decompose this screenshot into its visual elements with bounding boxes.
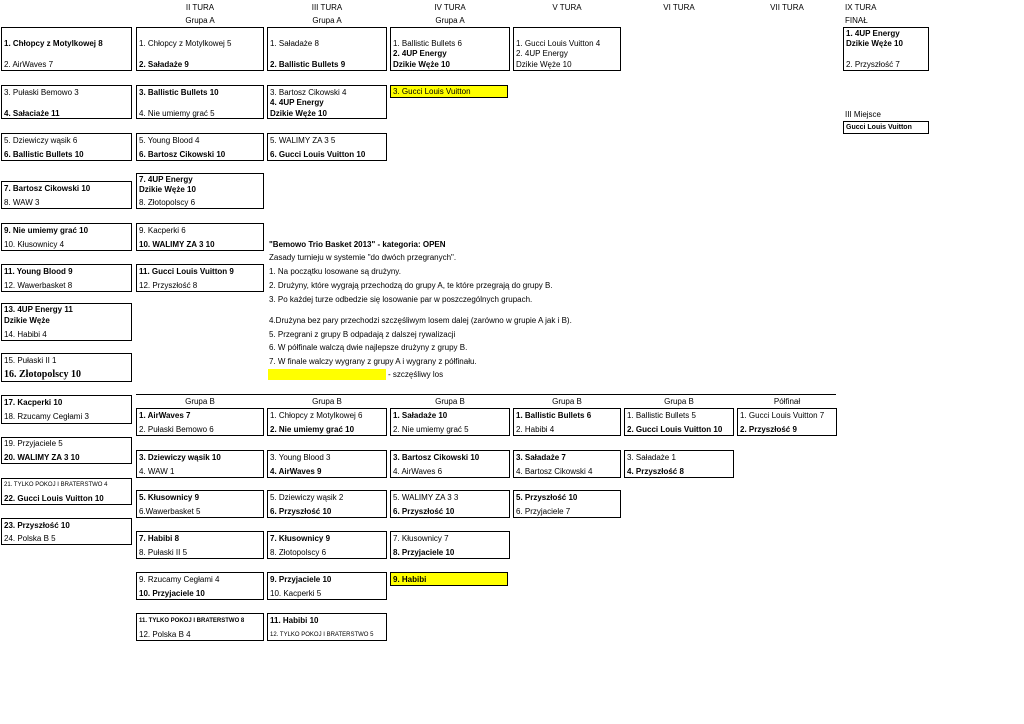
team-cell: 6. Przyszłość 10 xyxy=(270,507,332,516)
team-cell: 3. Saładaże 1 xyxy=(627,453,676,462)
team-cell: 7. 4UP Energy xyxy=(139,175,193,184)
team-cell: 2. Ballistic Bullets 9 xyxy=(270,60,346,69)
header-group-b-r3: Grupa B xyxy=(312,397,342,406)
header-group-a-r4: Grupa A xyxy=(435,16,465,25)
team-cell: 13. 4UP Energy 11 xyxy=(4,305,73,314)
team-cell: 3. Bartosz Cikowski 4 xyxy=(270,88,347,97)
team-cell: 15. Pułaski II 1 xyxy=(4,356,57,365)
team-cell: Dzikie Węże 10 xyxy=(393,60,450,69)
team-cell: 1. Gucci Louis Vuitton 7 xyxy=(740,411,825,420)
team-cell: 12. Przyszłość 8 xyxy=(139,281,198,290)
team-cell: 11. Young Blood 9 xyxy=(4,267,73,276)
team-cell: 5. Kłusownicy 9 xyxy=(139,493,200,502)
team-cell: 4. WAW 1 xyxy=(139,467,175,476)
team-cell: 2. 4UP Energy xyxy=(516,49,568,58)
match-box xyxy=(1,437,132,464)
match-box xyxy=(1,133,132,161)
team-cell: 5. Young Blood 4 xyxy=(139,136,200,145)
match-box xyxy=(267,450,387,478)
third-place-box xyxy=(843,121,929,134)
team-cell: 10. Kłusownicy 4 xyxy=(4,240,65,249)
rules-title: "Bemowo Trio Basket 2013" - kategoria: OPEN xyxy=(269,240,446,249)
team-cell: 9. Przyjaciele 10 xyxy=(270,575,332,584)
team-cell: 21. TYLKO POKÓJ I BRATERSTWO 4 xyxy=(4,482,108,488)
match-box xyxy=(136,85,264,119)
third-place-label: III Miejsce xyxy=(845,110,882,119)
header-group-a-r2: Grupa A xyxy=(185,16,215,25)
match-box xyxy=(136,450,264,478)
match-box xyxy=(1,223,132,251)
team-cell: 10. WALIMY ZA 3 10 xyxy=(139,240,215,249)
team-cell: 18. Rzucamy Cegłami 3 xyxy=(4,412,89,421)
team-cell: 6. Ballistic Bullets 10 xyxy=(4,150,84,159)
team-cell: 1. Chłopcy z Motylkowej 5 xyxy=(139,39,232,48)
match-box xyxy=(1,518,132,545)
header-group-a-r3: Grupa A xyxy=(312,16,342,25)
match-box xyxy=(1,353,132,382)
header-round4: IV TURA xyxy=(434,3,466,12)
rules-intro: Zasady turnieju w systemie "do dwóch przegranych". xyxy=(269,253,457,262)
header-round7: VII TURA xyxy=(770,3,804,12)
team-cell: 4. Bartosz Cikowski 4 xyxy=(516,467,593,476)
team-cell: 11. Gucci Louis Vuitton 9 xyxy=(139,267,234,276)
rules-item: 7. W finale walczy wygrany z grupy A i wygrany z półfinału. xyxy=(269,357,477,366)
team-cell: 8. Złotopolscy 6 xyxy=(139,198,196,207)
team-cell: 12. Polska B 4 xyxy=(139,630,191,639)
team-cell: Dzikie Węże xyxy=(4,316,50,325)
lucky-draw-box xyxy=(390,85,508,98)
team-cell: 4. Sałaciaże 11 xyxy=(4,109,60,118)
team-cell: 2. Nie umiemy grać 10 xyxy=(270,425,355,434)
team-cell: 1. Ballistic Bullets 6 xyxy=(516,411,592,420)
match-box xyxy=(513,490,621,518)
match-box xyxy=(390,490,510,518)
final-box xyxy=(843,27,929,71)
match-box xyxy=(1,27,132,71)
match-box xyxy=(390,531,510,559)
team-cell: 3. Dziewiczy wąsik 10 xyxy=(139,453,221,462)
team-cell: 6. Gucci Louis Vuitton 10 xyxy=(270,150,366,159)
match-box xyxy=(390,450,510,478)
team-cell: 19. Przyjaciele 5 xyxy=(4,439,63,448)
header-round2: II TURA xyxy=(185,3,215,12)
team-cell: 9. Nie umiemy grać 10 xyxy=(4,226,89,235)
team-cell: 1. Chłopcy z Motylkowej 8 xyxy=(4,39,103,48)
match-box xyxy=(390,408,510,436)
team-cell: 10. Kacperki 5 xyxy=(270,589,322,598)
team-cell: 2. Habibi 4 xyxy=(516,425,555,434)
header-group-b-r2: Grupa B xyxy=(185,397,215,406)
team-cell: 2. Przyszłość 7 xyxy=(846,60,900,69)
team-cell: 1. Saładaże 8 xyxy=(270,39,319,48)
header-round3: III TURA xyxy=(311,3,343,12)
team-cell: 5. WALIMY ZA 3 5 xyxy=(270,136,336,145)
match-box xyxy=(267,27,387,71)
team-cell: 4. Nie umiemy grać 5 xyxy=(139,109,215,118)
team-cell: 7. Habibi 8 xyxy=(139,534,180,543)
team-cell: 17. Kacperki 10 xyxy=(4,398,63,407)
rules-item: 4.Drużyna bez pary przechodzi szczęśliwym losem dalej (zarówno w grupie A jak i B). xyxy=(269,316,572,325)
team-cell: Dzikie Węże 10 xyxy=(139,185,196,194)
team-cell: 4. 4UP Energy xyxy=(270,98,324,107)
header-semifinal: Półfinał xyxy=(773,397,801,406)
team-cell: 8. Złotopolscy 6 xyxy=(270,548,327,557)
match-box xyxy=(267,133,387,161)
team-cell: 2. AirWaves 7 xyxy=(4,60,54,69)
match-box xyxy=(390,27,510,71)
header-round9: IX TURA xyxy=(845,3,877,12)
match-box xyxy=(136,572,264,600)
team-cell: Gucci Louis Vuitton xyxy=(846,124,912,131)
team-cell: 1. AirWaves 7 xyxy=(139,411,191,420)
team-cell: 16. Złotopolscy 10 xyxy=(4,369,81,380)
team-cell: 20. WALIMY ZA 3 10 xyxy=(4,453,80,462)
match-box xyxy=(267,408,387,436)
team-cell: 1. Ballistic Bullets 5 xyxy=(627,411,696,420)
team-cell: 5. Przyszłość 10 xyxy=(516,493,578,502)
team-cell: 14. Habibi 4 xyxy=(4,330,47,339)
team-cell: 5. WALIMY ZA 3 3 xyxy=(393,493,459,502)
lucky-draw-box xyxy=(390,572,508,586)
team-cell: 11. Habibi 10 xyxy=(270,616,319,625)
team-cell: 7. Bartosz Cikowski 10 xyxy=(4,184,91,193)
team-cell: 3. Gucci Louis Vuitton xyxy=(393,87,471,96)
team-cell: 8. Pułaski II 5 xyxy=(139,548,188,557)
header-group-b-r4: Grupa B xyxy=(435,397,465,406)
team-cell: Dzikie Węże 10 xyxy=(846,39,903,48)
header-group-b-r6: Grupa B xyxy=(664,397,694,406)
team-cell: 1. Gucci Louis Vuitton 4 xyxy=(516,39,601,48)
match-box xyxy=(624,450,734,478)
team-cell: Dzikie Węże 10 xyxy=(516,60,572,69)
team-cell: 6.Wawerbasket 5 xyxy=(139,507,201,516)
team-cell: 4. AirWaves 9 xyxy=(270,467,322,476)
team-cell: 3. Young Blood 3 xyxy=(270,453,331,462)
rules-item: 5. Przegrani z grupy B odpadają z dalszej rywalizacji xyxy=(269,330,456,339)
team-cell: 3. Ballistic Bullets 10 xyxy=(139,88,219,97)
team-cell: 2. 4UP Energy xyxy=(393,49,447,58)
team-cell: 8. Przyjaciele 10 xyxy=(393,548,455,557)
team-cell: 9. Rzucamy Cegłami 4 xyxy=(139,575,220,584)
match-box xyxy=(267,85,387,119)
team-cell: 2. Nie umiemy grać 5 xyxy=(393,425,469,434)
team-cell: 6. Bartosz Cikowski 10 xyxy=(139,150,226,159)
rules-item: 6. W półfinale walczą dwie najlepsze drużyny z grupy B. xyxy=(269,343,468,352)
team-cell: 2. Przyszłość 9 xyxy=(740,425,797,434)
match-box xyxy=(1,303,132,341)
team-cell: 4. Przyszłość 8 xyxy=(627,467,684,476)
match-box xyxy=(1,478,132,505)
team-cell: 12. Wawerbasket 8 xyxy=(4,281,73,290)
rules-item: 3. Po każdej turze odbedzie się losowanie par w poszczególnych grupach. xyxy=(269,295,533,304)
match-box xyxy=(267,572,387,600)
match-box xyxy=(1,395,132,424)
team-cell: 7. Kłusownicy 9 xyxy=(270,534,331,543)
team-cell: 6. Przyszłość 10 xyxy=(393,507,455,516)
team-cell: 1. Chłopcy z Motylkowej 6 xyxy=(270,411,363,420)
team-cell: 5. Dziewiczy wąsik 6 xyxy=(4,136,78,145)
team-cell: 1. Ballistic Bullets 6 xyxy=(393,39,462,48)
team-cell: 1. 4UP Energy xyxy=(846,29,900,38)
match-box xyxy=(136,408,264,436)
team-cell: Dzikie Węże 10 xyxy=(270,109,327,118)
match-box xyxy=(136,173,264,209)
match-box xyxy=(136,27,264,71)
team-cell: 10. Przyjaciele 10 xyxy=(139,589,205,598)
match-box xyxy=(136,264,264,292)
team-cell: 9. Habibi xyxy=(393,575,427,584)
match-box xyxy=(267,490,387,518)
legend-text: - szczęśliwy los xyxy=(388,370,444,379)
team-cell: 3. Saładaże 7 xyxy=(516,453,566,462)
team-cell: 2. Gucci Louis Vuitton 10 xyxy=(627,425,723,434)
team-cell: 24. Polska B 5 xyxy=(4,534,56,543)
team-cell: 5. Dziewiczy wąsik 2 xyxy=(270,493,344,502)
match-box xyxy=(136,223,264,251)
header-group-b-r5: Grupa B xyxy=(552,397,582,406)
team-cell: 7. Kłusownicy 7 xyxy=(393,534,449,543)
rules-item: 1. Na początku losowane są drużyny. xyxy=(269,267,401,276)
match-box xyxy=(513,450,621,478)
team-cell: 2. Saładaże 9 xyxy=(139,60,189,69)
match-box xyxy=(267,613,387,641)
match-box xyxy=(136,490,264,518)
team-cell: 9. Kacperki 6 xyxy=(139,226,186,235)
match-box xyxy=(1,85,132,119)
team-cell: 23. Przyszłość 10 xyxy=(4,521,70,530)
lucky-draw-swatch xyxy=(268,369,386,380)
match-box xyxy=(1,264,132,292)
match-box xyxy=(624,408,734,436)
team-cell: 1. Saładaże 10 xyxy=(393,411,448,420)
team-cell: 4. AirWaves 6 xyxy=(393,467,443,476)
match-box xyxy=(136,133,264,161)
team-cell: 8. WAW 3 xyxy=(4,198,40,207)
match-box xyxy=(267,531,387,559)
team-cell: 3. Pułaski Bemowo 3 xyxy=(4,88,79,97)
match-box xyxy=(1,181,132,209)
team-cell: 12. TYLKO POKÓJ I BRATERSTWO 5 xyxy=(270,632,374,638)
team-cell: 3. Bartosz Cikowski 10 xyxy=(393,453,480,462)
match-box xyxy=(513,27,621,71)
team-cell: 6. Przyjaciele 7 xyxy=(516,507,571,516)
team-cell: 11. TYLKO POKÓJ I BRATERSTWO 8 xyxy=(139,618,245,624)
match-box xyxy=(136,613,264,641)
divider-line xyxy=(136,394,836,395)
header-round6: VI TURA xyxy=(663,3,695,12)
team-cell: 2. Pułaski Bemowo 6 xyxy=(139,425,214,434)
match-box xyxy=(136,531,264,559)
semifinal-box xyxy=(737,408,837,436)
header-final: FINAŁ xyxy=(845,16,868,25)
header-round5: V TURA xyxy=(552,3,582,12)
rules-item: 2. Drużyny, które wygrają przechodzą do grupy A, te które przegrają do grupy B. xyxy=(269,281,553,290)
team-cell: 22. Gucci Louis Vuitton 10 xyxy=(4,494,104,503)
match-box xyxy=(513,408,621,436)
